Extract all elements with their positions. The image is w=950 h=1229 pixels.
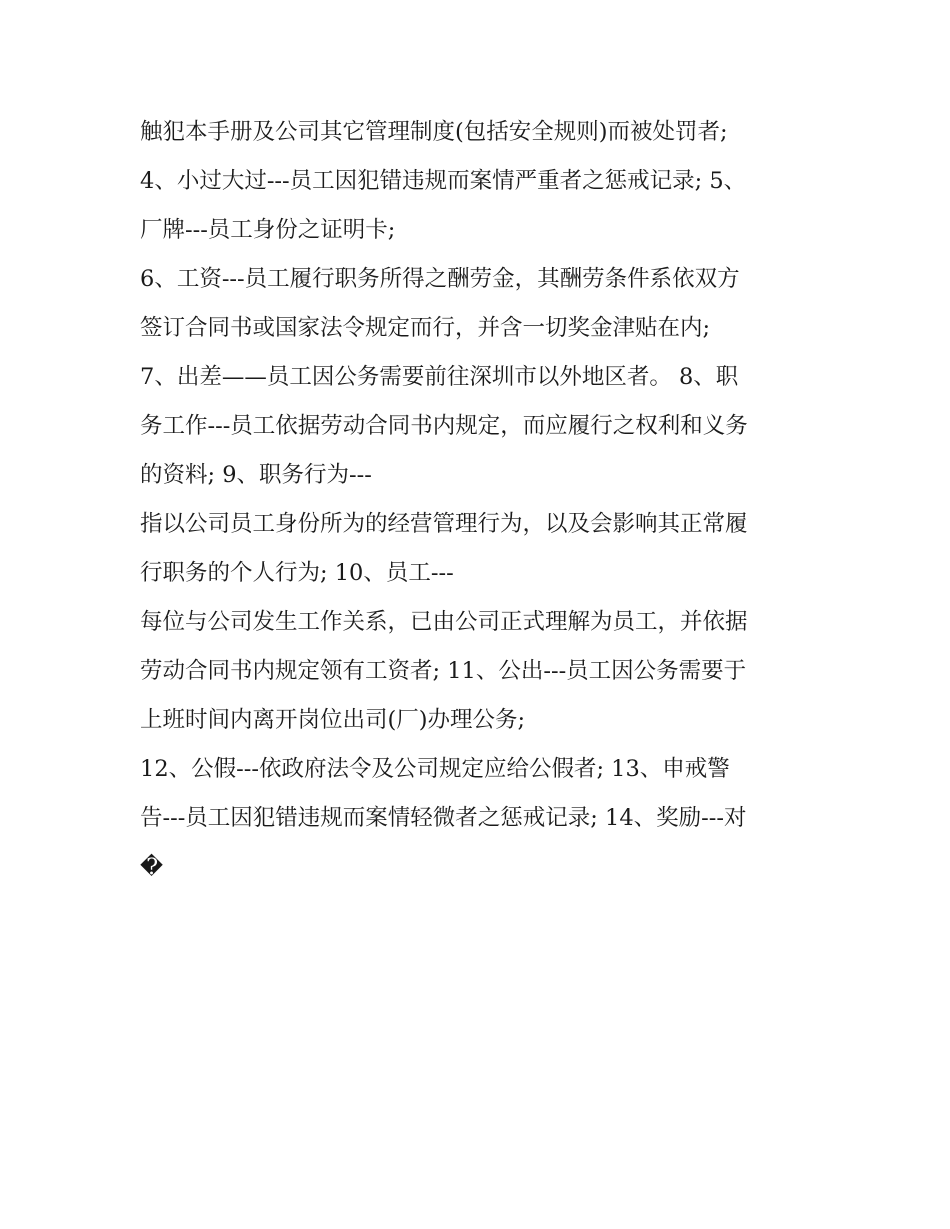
text-line: 务工作---员工依据劳动合同书内规定，而应履行之权利和义务 [140, 413, 748, 439]
text-line: 12、公假---依政府法令及公司规定应给公假者; 13、申戒警 [140, 756, 730, 782]
text-line: 厂牌---员工身份之证明卡; [140, 217, 396, 243]
text-line: 告---员工因犯错违规而案情轻微者之惩戒记录; 14、奖励---对 [140, 805, 747, 831]
text-line: 的资料; 9、职务行为--- [140, 462, 372, 488]
text-line: 劳动合同书内规定领有工资者; 11、公出---员工因公务需要于 [140, 658, 747, 684]
text-line: 每位与公司发生工作关系，已由公司正式理解为员工，并依据 [140, 609, 748, 635]
text-line: 触犯本手册及公司其它管理制度(包括安全规则)而被处罚者; [140, 119, 728, 145]
replacement-character: � [140, 854, 164, 880]
text-line: 4、小过大过---员工因犯错违规而案情严重者之惩戒记录; 5、 [140, 168, 747, 194]
text-line: 7、出差——员工因公务需要前往深圳市以外地区者。 8、职 [140, 364, 739, 390]
text-line: 上班时间内离开岗位出司(厂)办理公务; [140, 707, 526, 733]
text-line: 6、工资---员工履行职务所得之酬劳金，其酬劳条件系依双方 [140, 266, 740, 292]
text-line: 行职务的个人行为; 10、员工--- [140, 560, 454, 586]
document-body [140, 108, 830, 892]
text-line: 签订合同书或国家法令规定而行，并含一切奖金津贴在内; [140, 315, 711, 341]
text-line: 指以公司员工身份所为的经营管理行为，以及会影响其正常履 [140, 511, 748, 537]
